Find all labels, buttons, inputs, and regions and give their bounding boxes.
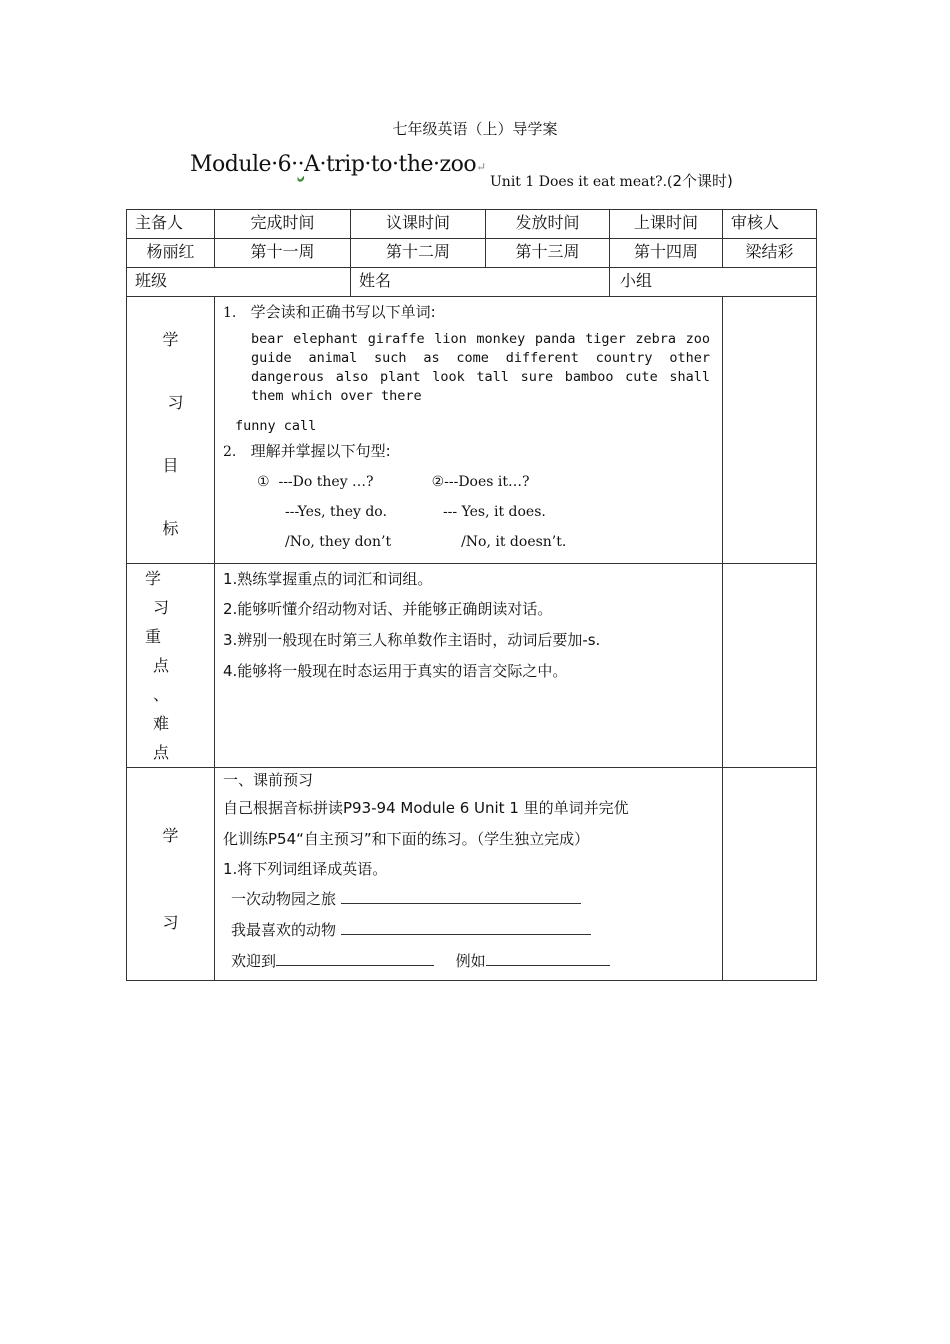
key-points-side <box>127 564 215 768</box>
schedule-row <box>127 239 817 268</box>
study-row <box>127 768 817 981</box>
exercise-prompt: 例如 <box>455 952 486 970</box>
class-label: 班级 <box>127 268 351 297</box>
pattern-answer: --- Yes, it does. <box>442 504 546 520</box>
value-cell: 第十三周 <box>486 239 610 268</box>
unit-title-cn: 2个课时) <box>672 172 733 190</box>
unit-title <box>490 170 733 191</box>
module-title <box>190 152 486 177</box>
side-char: 、 <box>153 685 170 704</box>
objectives-side <box>127 297 215 564</box>
module-name: A·trip·to·the·zoo <box>304 152 477 177</box>
objective-text: 理解并掌握以下句型: <box>250 442 391 460</box>
side-char: 学 <box>162 330 179 349</box>
study-body <box>215 768 723 981</box>
value-cell: 杨丽红 <box>127 239 215 268</box>
exercise-prompt: 欢迎到 <box>231 952 277 970</box>
objective-item-1 <box>223 299 714 326</box>
key-point-item: 3.辨别一般现在时第三人称单数作主语时，动词后要加-s. <box>223 631 601 649</box>
pattern-answer: /No, they don’t <box>285 534 392 550</box>
module-number: Module·6· <box>190 152 298 177</box>
objective-num: 2. <box>223 444 237 460</box>
study-task: 1.将下列词组译成英语。 <box>223 860 388 878</box>
value-cell: 梁结彩 <box>723 239 817 268</box>
exercise-line <box>223 946 714 977</box>
key-point-item: 4.能够将一般现在时态运用于真实的语言交际之中。 <box>223 662 568 680</box>
header-cell: 完成时间 <box>215 210 351 239</box>
return-mark: ↵ <box>476 160 486 174</box>
vocabulary-extra: funny call <box>235 418 317 434</box>
circled-two: ② <box>431 474 445 490</box>
value-cell: 第十四周 <box>610 239 723 268</box>
exercise-line <box>223 915 714 946</box>
vocabulary-list: bear elephant giraffe lion monkey panda tiger zebra zoo guide animal such as come different country other dangerous also plant look tall sure bamboo cute shall them which over there <box>251 331 710 404</box>
pattern-answer: ---Yes, they do. <box>285 504 387 520</box>
module-gap: · <box>297 152 305 177</box>
study-intro-2: 化训练P54“自主预习”和下面的练习。（学生独立完成） <box>223 830 590 848</box>
pattern-answer: /No, it doesn’t. <box>461 534 567 550</box>
answer-blank[interactable] <box>341 903 581 904</box>
key-points-body <box>215 564 723 768</box>
key-point-item: 1.熟练掌握重点的词汇和词组。 <box>223 570 433 588</box>
answer-blank[interactable] <box>341 934 591 935</box>
side-char: 习 <box>153 598 170 617</box>
header-cell: 主备人 <box>127 210 215 239</box>
header-cell: 议课时间 <box>351 210 486 239</box>
value-cell: 第十二周 <box>351 239 486 268</box>
objective-num: 1. <box>223 305 237 321</box>
section-heading: 一、课前预习 <box>223 771 314 789</box>
header-row <box>127 210 817 239</box>
circled-one: ① <box>257 474 270 490</box>
key-points-row <box>127 564 817 768</box>
side-char: 难 <box>153 714 170 733</box>
value-cell: 第十一周 <box>215 239 351 268</box>
key-points-notes <box>723 564 817 768</box>
exercise-prompt: 一次动物园之旅 <box>231 890 337 908</box>
header-cell: 上课时间 <box>610 210 723 239</box>
lesson-plan-table <box>126 209 817 981</box>
side-char: 习 <box>167 393 184 412</box>
answer-blank[interactable] <box>276 965 434 966</box>
unit-title-en: Unit 1 Does it eat meat?.( <box>490 174 673 190</box>
side-char: 学 <box>145 569 162 588</box>
side-char: 习 <box>162 913 179 932</box>
side-char: 点 <box>153 743 170 762</box>
side-char: 重 <box>145 627 162 646</box>
exercise-prompt: 我最喜欢的动物 <box>231 921 337 939</box>
pattern-questions <box>223 467 714 497</box>
pattern-question: ---Does it…? <box>444 474 530 490</box>
pattern-yes <box>223 497 714 527</box>
side-char: 目 <box>162 456 179 475</box>
objective-text: 学会读和正确书写以下单词: <box>250 303 436 321</box>
pattern-no <box>223 527 714 557</box>
name-label: 姓名 <box>351 268 610 297</box>
answer-blank[interactable] <box>486 965 610 966</box>
pattern-question: ---Do they …? <box>278 474 374 490</box>
study-intro-1: 自己根据音标拼读P93-94 Module 6 Unit 1 里的单词并完优 <box>223 799 629 817</box>
study-side <box>127 768 215 981</box>
side-char: 标 <box>162 519 179 538</box>
key-point-item: 2.能够听懂介绍动物对话、并能够正确朗读对话。 <box>223 600 553 618</box>
header-cell: 审核人 <box>723 210 817 239</box>
objectives-body <box>215 297 723 564</box>
exercise-line <box>223 884 714 915</box>
info-row <box>127 268 817 297</box>
objectives-row <box>127 297 817 564</box>
study-notes <box>723 768 817 981</box>
side-char: 学 <box>162 826 179 845</box>
group-label: 小组 <box>610 268 817 297</box>
objectives-notes <box>723 297 817 564</box>
header-cell: 发放时间 <box>486 210 610 239</box>
objective-item-2 <box>223 436 714 467</box>
page-title: 七年级英语（上）导学案 <box>392 120 558 138</box>
side-char: 点 <box>153 656 170 675</box>
